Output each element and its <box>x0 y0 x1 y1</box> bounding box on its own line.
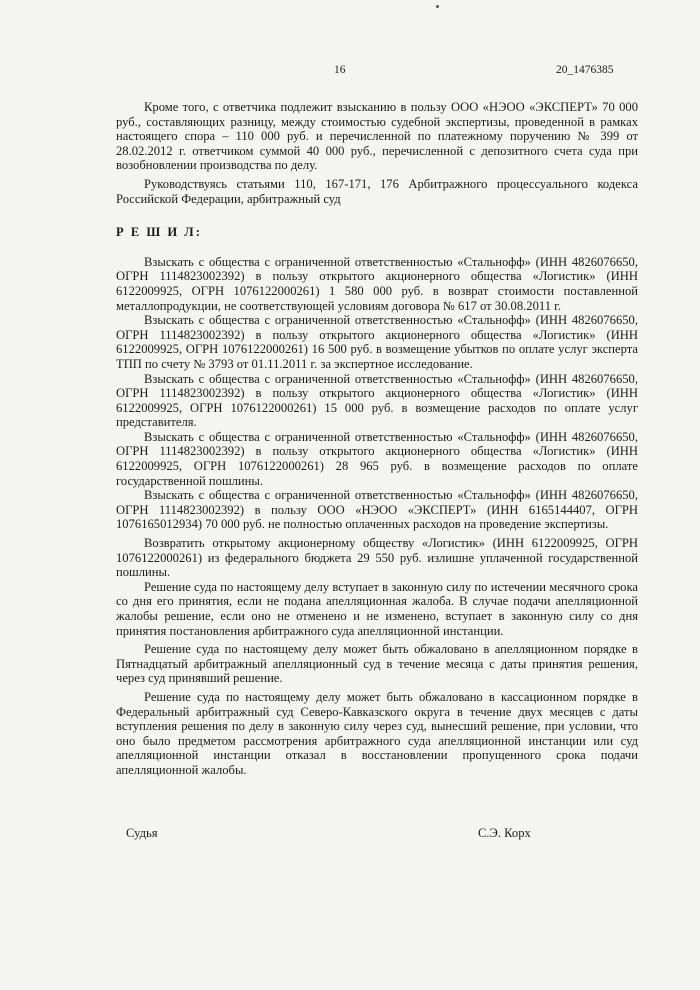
decision-item: Решение суда по настоящему делу может быть обжаловано в кассационном порядке в Федеральный арбитражный суд Северо-Кавказского округа в течение двух месяцев с даты вступления решения по делу в законную силу через суд, вынесший решение, при условии, что оно было предметом рассмотрения арбитражного суда апелляционной инстанции или суд апелляционной инстанции отказал в восстановлении пропущенного срока подачи апелляционной жалобы. <box>116 689 638 777</box>
decision-item: Взыскать с общества с ограниченной ответственностью «Стальнофф» (ИНН 4826076650, ОГРН 1114823002392) в пользу ООО «НЭОО «ЭКСПЕРТ» (ИНН 6165144407, ОГРН 1076165012934) 70 000 руб. не полностью оплаченных расходов на проведение экспертизы. <box>116 488 638 532</box>
decision-heading: Р Е Ш И Л: <box>116 225 202 240</box>
signature-name: С.Э. Корх <box>478 826 531 840</box>
decision-item: Взыскать с общества с ограниченной ответственностью «Стальнофф» (ИНН 4826076650, ОГРН 1114823002392) в пользу открытого акционерного общества «Логистик» (ИНН 6122009925, ОГРН 1076122000261) 15 000 руб. в возмещение расходов по оплате услуг представителя. <box>116 371 638 430</box>
paragraph-expert-fee: Кроме того, с ответчика подлежит взысканию в пользу ООО «НЭОО «ЭКСПЕРТ» 70 000 руб., составляющих разницу, между стоимостью судебной экспертизы, проведенной в рамках настоящего спора – 110 000 руб. и перечисленной по платежному поручению № 399 от 28.02.2012 г. ответчиком суммой 40 000 руб., перечисленной с депозитного счета суда при возобновлении производства по делу. <box>116 100 638 173</box>
document-body <box>116 100 638 778</box>
page-number: 16 <box>334 64 346 76</box>
decision-item: Возвратить открытому акционерному обществу «Логистик» (ИНН 6122009925, ОГРН 1076122000261) из федерального бюджета 29 550 руб. излишне уплаченной государственной пошлины. <box>116 536 638 580</box>
signature-title: Судья <box>126 826 158 840</box>
decision-item: Взыскать с общества с ограниченной ответственностью «Стальнофф» (ИНН 4826076650, ОГРН 1114823002392) в пользу открытого акционерного общества «Логистик» (ИНН 6122009925, ОГРН 1076122000261) 16 500 руб. в возмещение убытков по оплате услуг эксперта ТПП по счету № 3793 от 01.11.2011 г. за экспертное исследование. <box>116 313 638 371</box>
case-number: 20_1476385 <box>556 64 614 76</box>
decision-item: Решение суда по настоящему делу вступает в законную силу по истечении месячного срока со дня его принятия, если не подана апелляционная жалоба. В случае подачи апелляционной жалобы решение, если оно не отменено и не изменено, вступает в законную силу со дня принятия постановления арбитражного суда апелляционной инстанции. <box>116 579 638 638</box>
decision-item: Взыскать с общества с ограниченной ответственностью «Стальнофф» (ИНН 4826076650, ОГРН 1114823002392) в пользу открытого акционерного общества «Логистик» (ИНН 6122009925, ОГРН 1076122000261) 28 965 руб. в возмещение расходов по оплате государственной пошлины. <box>116 429 638 488</box>
decision-item: Решение суда по настоящему делу может быть обжаловано в апелляционном порядке в Пятнадцатый арбитражный апелляционный суд в течение месяца с даты принятия решения, через суд принявший решение. <box>116 642 638 686</box>
decision-item: Взыскать с общества с ограниченной ответственностью «Стальнофф» (ИНН 4826076650, ОГРН 1114823002392) в пользу открытого акционерного общества «Логистик» (ИНН 6122009925, ОГРН 1076122000261) 1 580 000 руб. в возврат стоимости поставленной металлопродукции, не соответствующей условиям договора № 617 от 30.08.2011 г. <box>116 254 638 313</box>
paragraph-legal-basis: Руководствуясь статьями 110, 167-171, 176 Арбитражного процессуального кодекса Российской Федерации, арбитражный суд <box>116 176 638 206</box>
scan-speck <box>436 5 439 8</box>
